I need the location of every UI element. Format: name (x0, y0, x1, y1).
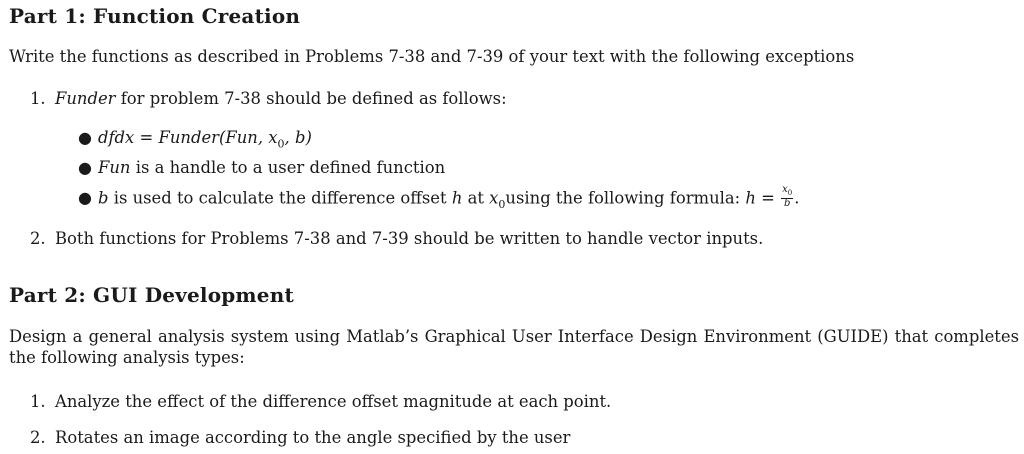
list-item-text: Both functions for Problems 7-38 and 7-39 should be written to handle vector inputs. (55, 229, 764, 248)
bullet-icon: ● (78, 188, 92, 207)
signature-formula (98, 127, 312, 154)
list-number: 1. (30, 89, 46, 108)
period: . (794, 188, 800, 208)
bullet-icon: ● (78, 158, 92, 177)
list-item-text (55, 88, 507, 109)
item-description: for problem 7-38 should be defined as follows: (120, 89, 507, 108)
bullet-text (98, 157, 445, 178)
math-eq: = (761, 188, 775, 208)
list-number: 1. (30, 392, 46, 411)
part1-intro: Write the functions as described in Problems 7-38 and 7-39 of your text with the following exceptions (9, 47, 855, 66)
bullet-description: is used to calculate the difference offset (113, 188, 447, 208)
bullet-description: is a handle to a user defined function (135, 158, 446, 177)
bullet-icon: ● (78, 128, 92, 147)
math-eq: = (139, 128, 154, 147)
math-lhs: dfdx (98, 128, 135, 147)
math-h-formula: h (745, 188, 756, 208)
math-sub: 0 (498, 197, 506, 211)
frac-num-sub: 0 (787, 189, 793, 197)
function-name: Funder (55, 89, 116, 108)
list-item-text: Analyze the effect of the difference offset magnitude at each point. (55, 392, 612, 411)
list-item-text: Rotates an image according to the angle specified by the user (55, 428, 571, 447)
math-end: , b) (284, 128, 312, 147)
list-number: 2. (30, 428, 46, 447)
math-b: b (98, 188, 109, 208)
math-h: h (451, 188, 463, 208)
math-sub: 0 (277, 137, 285, 151)
word-at: at (467, 188, 484, 208)
part1-heading: Part 1: Function Creation (9, 4, 301, 28)
frac-num: x (782, 184, 788, 195)
frac-den: b (783, 198, 791, 209)
part2-intro: Design a general analysis system using Matlab’s Graphical User Interface Design Environment (GUIDE) that completes the following analysis types: (9, 327, 1019, 367)
fraction (781, 185, 793, 209)
math-fun: Fun (98, 158, 131, 177)
math-fn: Funder (158, 128, 219, 147)
math-x: x (489, 188, 499, 208)
list-number: 2. (30, 229, 46, 248)
part2-heading: Part 2: GUI Development (9, 283, 294, 307)
bullet-text (98, 184, 800, 215)
math-args: (Fun, x (218, 128, 278, 147)
bullet-description-end: using the following formula: (505, 188, 741, 208)
